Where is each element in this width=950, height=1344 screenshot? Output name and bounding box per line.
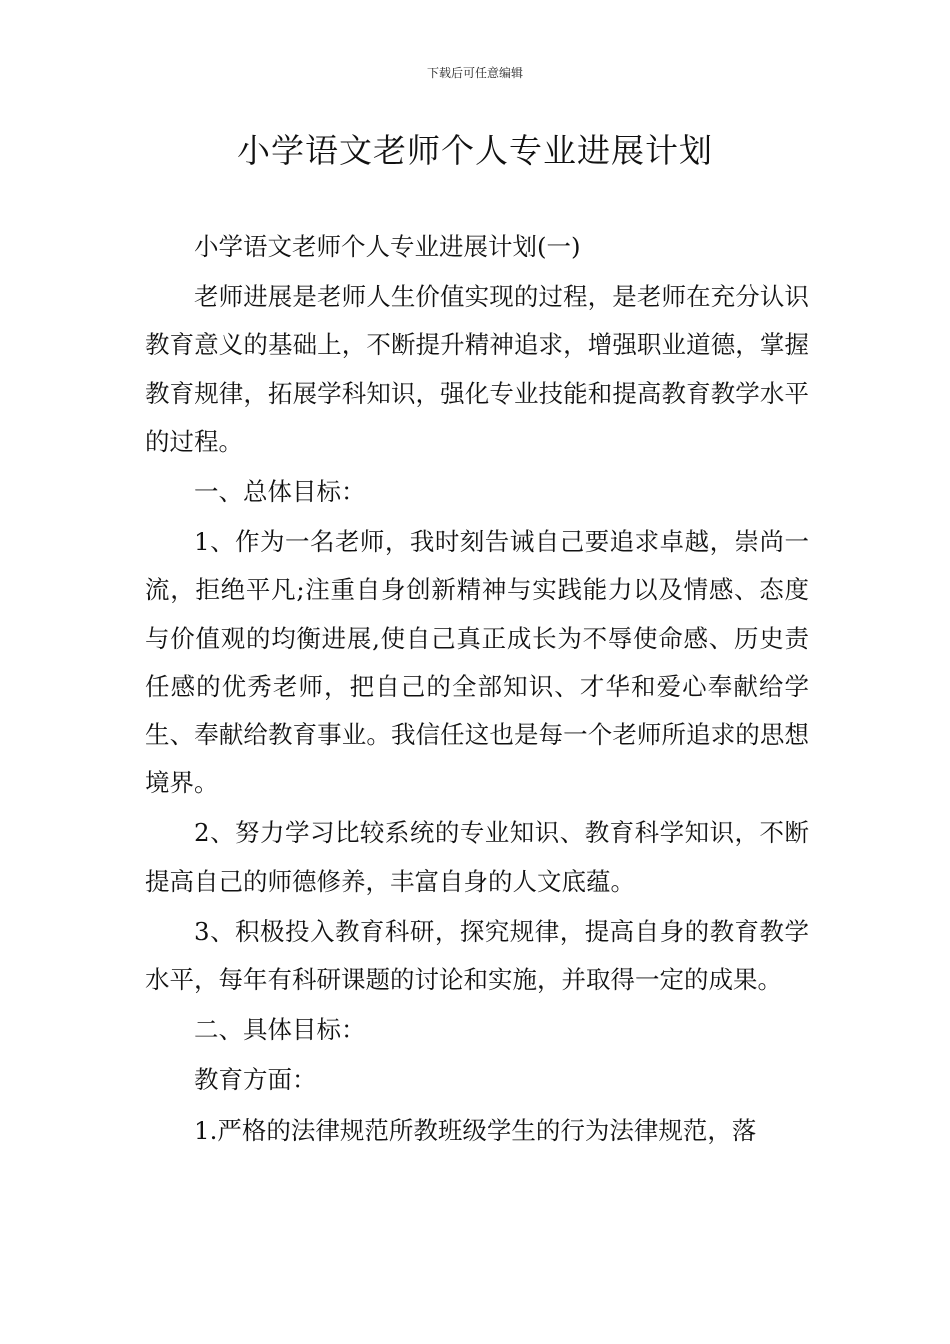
paragraph-specific-item-1: 1.严格的法律规范所教班级学生的行为法律规范，落 — [194, 1115, 757, 1145]
paragraph-education-aspect: 教育方面： — [194, 1065, 317, 1095]
paragraph-intro: 老师进展是老师人生价值实现的过程，是老师在充分认识教育意义的基础上，不断提升精神追求，增强职业道德，掌握教育规律，拓展学科知识，强化专业技能和提高教育教学水平的过程。 — [145, 282, 809, 456]
paragraph-goal-1: 1、作为一名老师，我时刻告诫自己要追求卓越，崇尚一流，拒绝平凡;注重自身创新精神与实践能力以及情感、态度与价值观的均衡进展,使自己真正成长为不辱使命感、历史责任感的优秀老师，把自己的全部知识、才华和爱心奉献给学生、奉献给教育事业。我信任这也是每一个老师所追求的思想境界。 — [145, 527, 809, 798]
paragraph-goal-3: 3、积极投入教育科研，探究规律，提高自身的教育教学水平，每年有科研课题的讨论和实施，并取得一定的成果。 — [145, 916, 809, 995]
paragraph-subtitle: 小学语文老师个人专业进展计划(一) — [194, 232, 581, 261]
document-title: 小学语文老师个人专业进展计划 — [237, 131, 713, 170]
header-note: 下载后可任意编辑 — [426, 66, 523, 80]
document-body — [145, 223, 809, 1157]
paragraph-goal-2: 2、努力学习比较系统的专业知识、教育科学知识，不断提高自己的师德修养，丰富自身的人文底蕴。 — [145, 818, 809, 896]
paragraph-section-specific-goals: 二、具体目标： — [194, 1015, 366, 1045]
paragraph-section-overall-goals: 一、总体目标： — [194, 477, 366, 507]
